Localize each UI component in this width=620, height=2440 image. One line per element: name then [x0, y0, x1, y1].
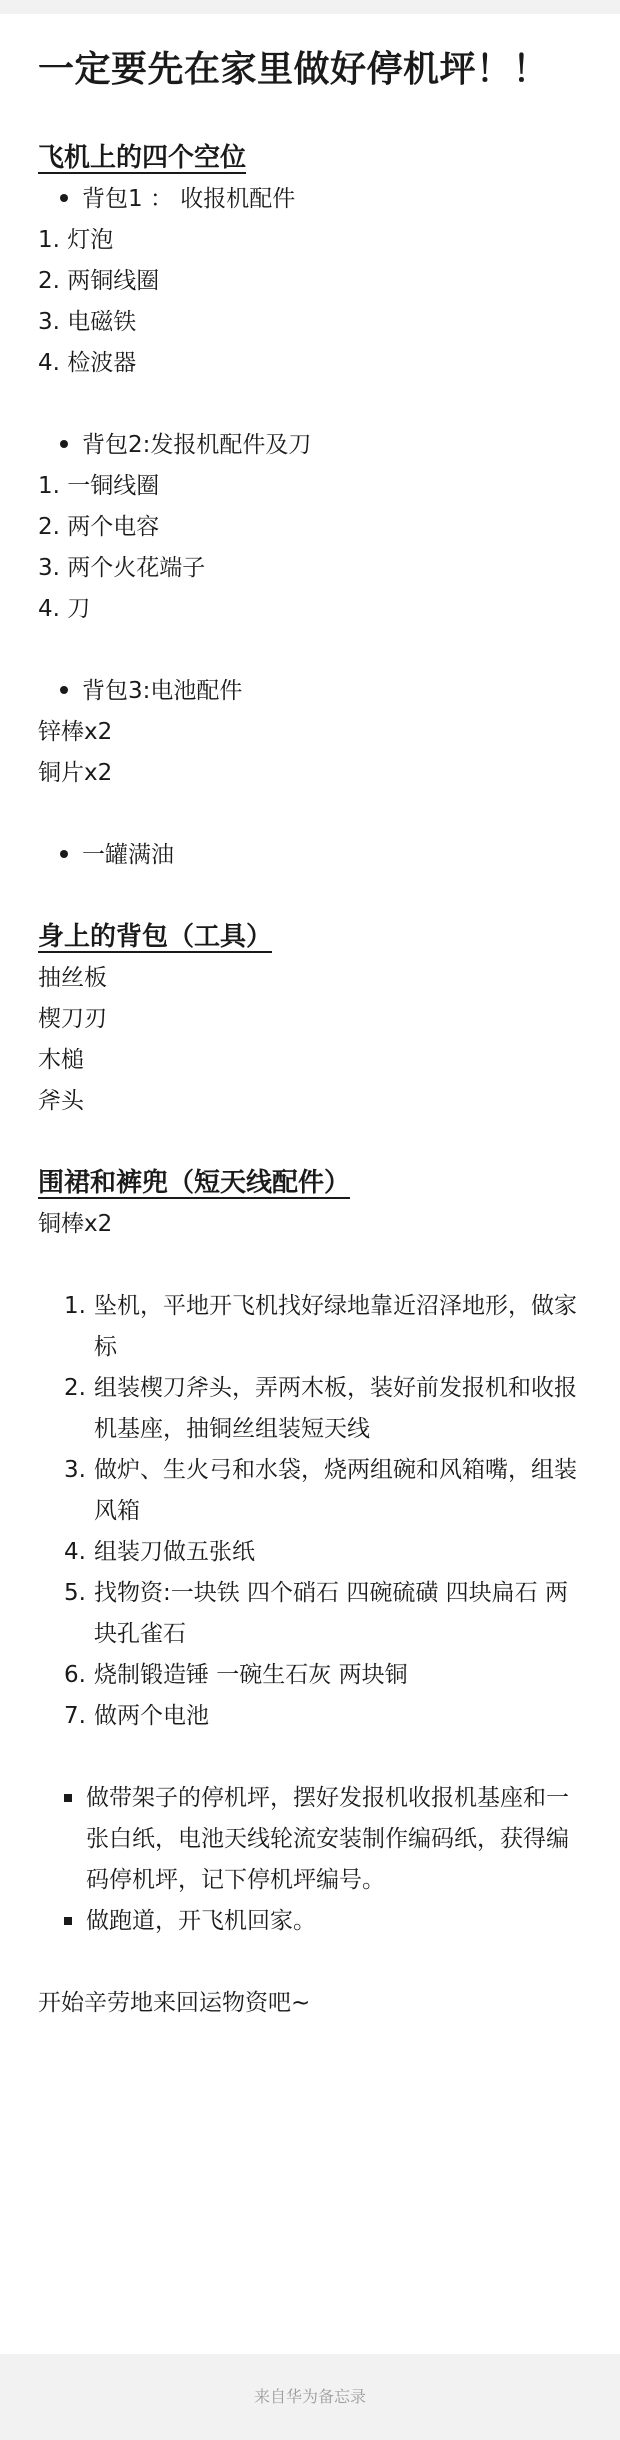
bullet-item: 背包2:发报机配件及刀	[38, 425, 590, 466]
square-bullet-item: 做带架子的停机坪，摆好发报机收报机基座和一张白纸，电池天线轮流安装制作编码纸，获得编码停机坪，记下停机坪编号。	[38, 1778, 590, 1901]
numbered-item: 4. 检波器	[38, 350, 137, 376]
note-title: 一定要先在家里做好停机坪！！	[38, 49, 550, 90]
step-item: 4. 组装刀做五张纸	[64, 1539, 255, 1565]
bullet-dot-icon	[60, 194, 68, 202]
text-line: 锌棒x2	[38, 719, 113, 745]
numbered-item: 1. 灯泡	[38, 227, 114, 253]
bullet-dot-icon	[60, 440, 68, 448]
numbered-item: 4. 刀	[38, 596, 91, 622]
note-body	[38, 138, 590, 2024]
bullet-item: 背包1 ： 收报机配件	[38, 179, 590, 220]
step-item: 6. 烧制锻造锤 一碗生石灰 两块铜	[64, 1662, 408, 1688]
bullet-item: 背包3:电池配件	[38, 671, 590, 712]
text-line: 楔刀刃	[38, 1006, 107, 1032]
text-line: 斧头	[38, 1088, 84, 1114]
text-line: 木槌	[38, 1047, 84, 1073]
text-line: 抽丝板	[38, 965, 107, 991]
numbered-item: 3. 电磁铁	[38, 309, 137, 335]
step-item: 1. 坠机，平地开飞机找好绿地靠近沼泽地形，做家标	[64, 1293, 577, 1360]
bullet-dot-icon	[60, 850, 68, 858]
step-item: 3. 做炉、生火弓和水袋，烧两组碗和风箱嘴，组装风箱	[64, 1457, 577, 1524]
text-line: 铜片x2	[38, 760, 113, 786]
step-item: 7. 做两个电池	[64, 1703, 209, 1729]
top-strip	[0, 0, 620, 14]
bullet-item: 一罐满油	[38, 835, 590, 876]
text-line: 铜棒x2	[38, 1211, 113, 1237]
section-heading-backpack: 身上的背包（工具）	[38, 922, 273, 952]
step-item: 5. 找物资:一块铁 四个硝石 四碗硫磺 四块扁石 两块孔雀石	[64, 1580, 568, 1647]
numbered-item: 2. 两个电容	[38, 514, 160, 540]
section-heading-apron: 围裙和裤兜（短天线配件）	[38, 1168, 351, 1198]
numbered-item: 2. 两铜线圈	[38, 268, 160, 294]
square-bullet-icon	[64, 1794, 72, 1802]
numbered-item: 1. 一铜线圈	[38, 473, 160, 499]
closing-text: 开始辛劳地来回运物资吧~	[38, 1990, 311, 2016]
section-heading-plane-slots: 飞机上的四个空位	[38, 143, 247, 173]
footer-attribution: 来自华为备忘录	[0, 2354, 620, 2440]
numbered-item: 3. 两个火花端子	[38, 555, 206, 581]
square-bullet-item: 做跑道，开飞机回家。	[38, 1901, 590, 1942]
bullet-dot-icon	[60, 686, 68, 694]
step-item: 2. 组装楔刀斧头，弄两木板，装好前发报机和收报机基座，抽铜丝组装短天线	[64, 1375, 577, 1442]
square-bullet-icon	[64, 1917, 72, 1925]
